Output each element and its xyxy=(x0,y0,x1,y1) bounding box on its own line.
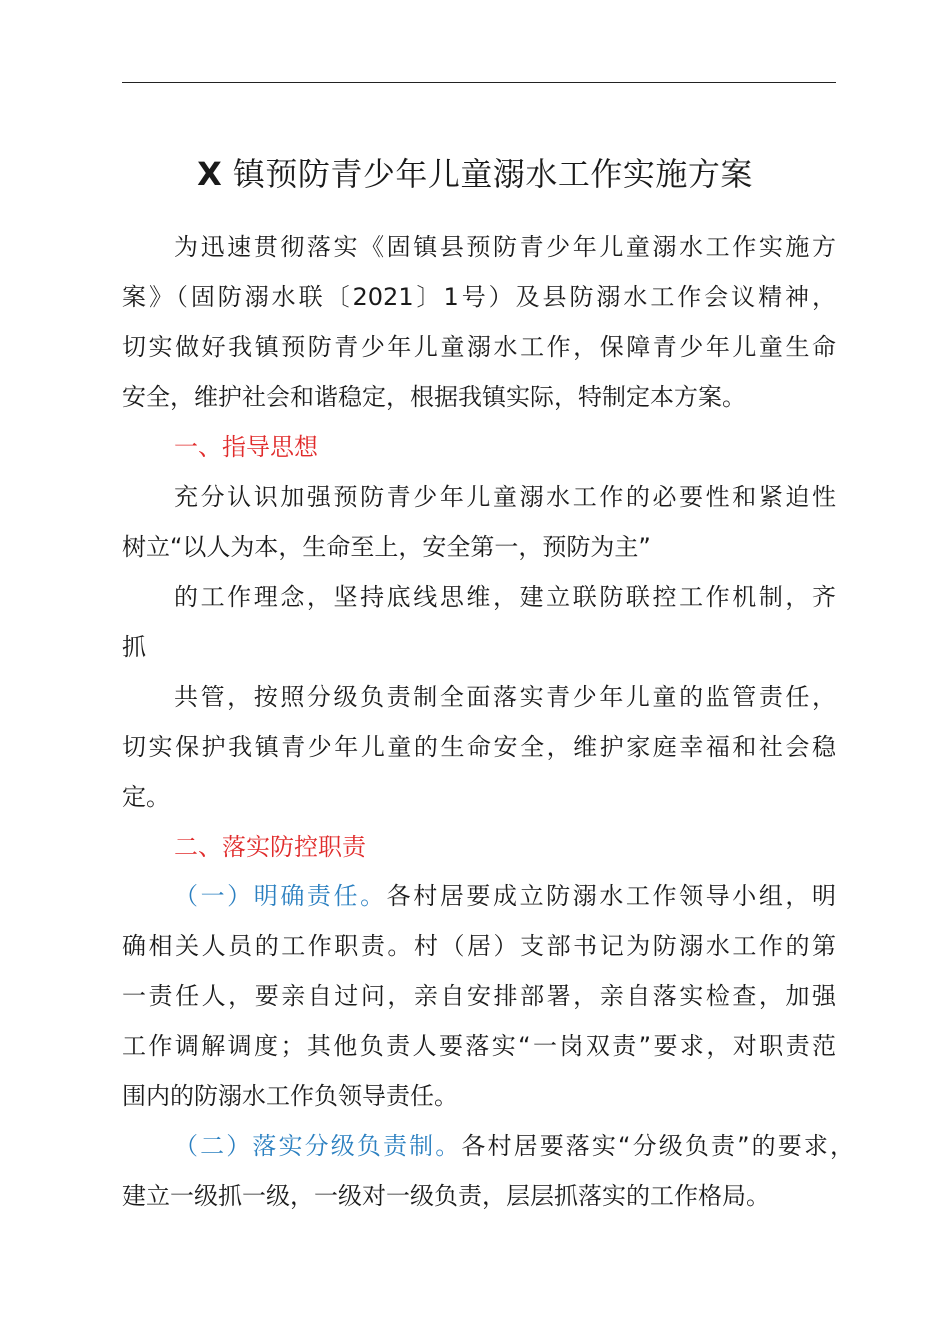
section1-line-3: 的工作理念，坚持底线思维，建立联防联控工作机制，齐 xyxy=(174,583,836,611)
item1-line-2: 确相关人员的工作职责。村（居）支部书记为防溺水工作的第 xyxy=(122,932,836,960)
title-prefix: X xyxy=(197,155,223,193)
header-rule xyxy=(122,82,836,83)
item1-first-line xyxy=(174,878,836,914)
section1-line-4: 抓 xyxy=(122,633,146,661)
document-title xyxy=(0,148,950,200)
section1-line-7: 定。 xyxy=(122,783,170,811)
section1-line-6: 切实保护我镇青少年儿童的生命安全，维护家庭幸福和社会稳 xyxy=(122,733,836,761)
intro-line-1: 为迅速贯彻落实《固镇县预防青少年儿童溺水工作实施方 xyxy=(174,233,836,261)
section-heading-prevention-duties: 二、落实防控职责 xyxy=(174,833,366,861)
item2-line-2: 建立一级抓一级，一级对一级负责，层层抓落实的工作格局。 xyxy=(122,1182,770,1210)
intro-line-3: 切实做好我镇预防青少年儿童溺水工作，保障青少年儿童生命 xyxy=(122,333,836,361)
item2-label: （二）落实分级负责制。 xyxy=(174,1132,462,1160)
title-text: 镇预防青少年儿童溺水工作实施方案 xyxy=(232,155,753,193)
item2-first-line xyxy=(174,1128,854,1164)
section1-line-2: 树立“以人为本，生命至上，安全第一，预防为主” xyxy=(122,533,651,561)
section-heading-guiding-ideology: 一、指导思想 xyxy=(174,433,318,461)
section1-line-5: 共管，按照分级负责制全面落实青少年儿童的监管责任， xyxy=(174,683,836,711)
item1-line-3: 一责任人，要亲自过问，亲自安排部署，亲自落实检查，加强 xyxy=(122,982,836,1010)
item1-label: （一）明确责任。 xyxy=(174,882,387,910)
item2-first-line-text: 各村居要落实“分级负责”的要求， xyxy=(461,1132,854,1160)
intro-line-4: 安全，维护社会和谐稳定，根据我镇实际，特制定本方案。 xyxy=(122,383,746,411)
section1-line-1: 充分认识加强预防青少年儿童溺水工作的必要性和紧迫性 xyxy=(174,483,836,511)
item1-line-4: 工作调解调度；其他负责人要落实“一岗双责”要求，对职责范 xyxy=(122,1032,836,1060)
intro-line-2: 案》（固防溺水联〔2021〕1号）及县防溺水工作会议精神， xyxy=(122,283,836,311)
item1-first-line-text: 各村居要成立防溺水工作领导小组，明 xyxy=(386,882,837,910)
item1-line-5: 围内的防溺水工作负领导责任。 xyxy=(122,1082,458,1110)
